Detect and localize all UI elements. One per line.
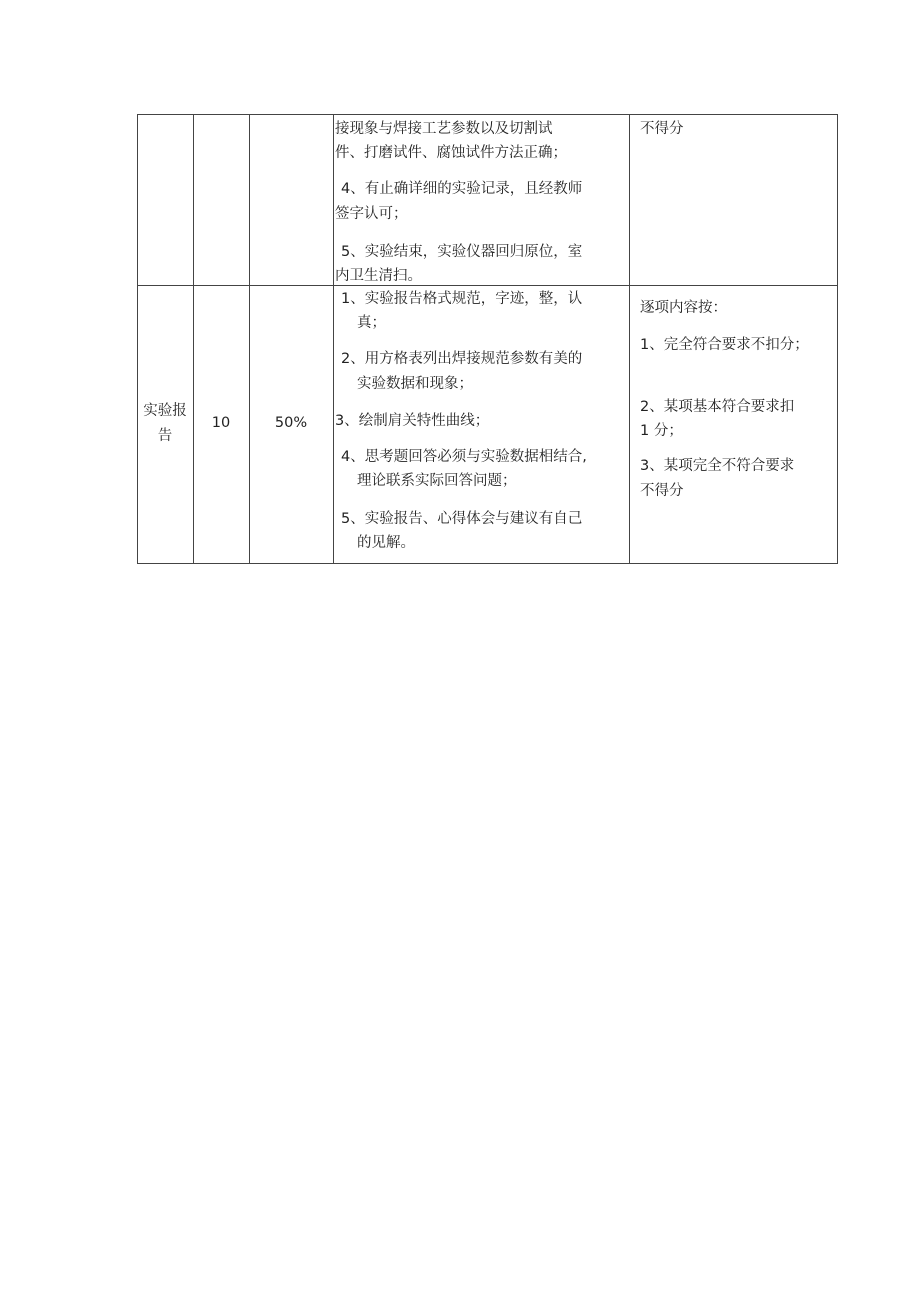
score-value: 10 xyxy=(211,415,231,431)
content-line: 5、实验报告、心得体会与建议有自己 xyxy=(341,511,583,527)
scoring-text: 不得分 xyxy=(640,121,684,137)
content-line: 件、打磨试件、腐蚀试件方法正确； xyxy=(335,145,567,161)
column-divider xyxy=(629,114,630,563)
item-label: 告 xyxy=(157,428,173,444)
content-line: 理论联系实际回答问题； xyxy=(357,473,517,489)
row-divider xyxy=(137,285,837,286)
item-label: 实验报 xyxy=(143,403,187,419)
assessment-table xyxy=(137,114,837,563)
column-divider xyxy=(333,114,334,563)
column-divider xyxy=(193,114,194,563)
content-line: 4、有止确详细的实验记录，且经教师 xyxy=(341,181,583,197)
content-line: 签字认可； xyxy=(335,206,408,222)
content-line: 的见解。 xyxy=(357,535,415,551)
scoring-line: 不得分 xyxy=(640,483,684,499)
content-line: 2、用方格表列出焊接规范参数有美的 xyxy=(341,351,583,367)
scoring-line: 1 分； xyxy=(640,423,683,439)
content-line: 内卫生清扫。 xyxy=(335,268,422,284)
scoring-line: 逐项内容按： xyxy=(640,300,727,316)
column-divider xyxy=(249,114,250,563)
scoring-line: 3、某项完全不符合要求 xyxy=(640,458,795,474)
content-line: 3、绘制肩关特性曲线； xyxy=(335,413,490,429)
content-line: 4、思考题回答必须与实验数据相结合, xyxy=(341,449,587,465)
content-line: 接现象与焊接工艺参数以及切割试 xyxy=(335,121,553,137)
content-line: 真； xyxy=(357,315,386,331)
weight-value: 50% xyxy=(274,415,308,431)
scoring-line: 2、某项基本符合要求扣 xyxy=(640,399,795,415)
content-line: 1、实验报告格式规范，字迹，整，认 xyxy=(341,291,583,307)
content-line: 实验数据和现象； xyxy=(357,376,473,392)
content-line: 5、实验结束，实验仪器回归原位，室 xyxy=(341,244,583,260)
scoring-line: 1、完全符合要求不扣分； xyxy=(640,337,809,353)
